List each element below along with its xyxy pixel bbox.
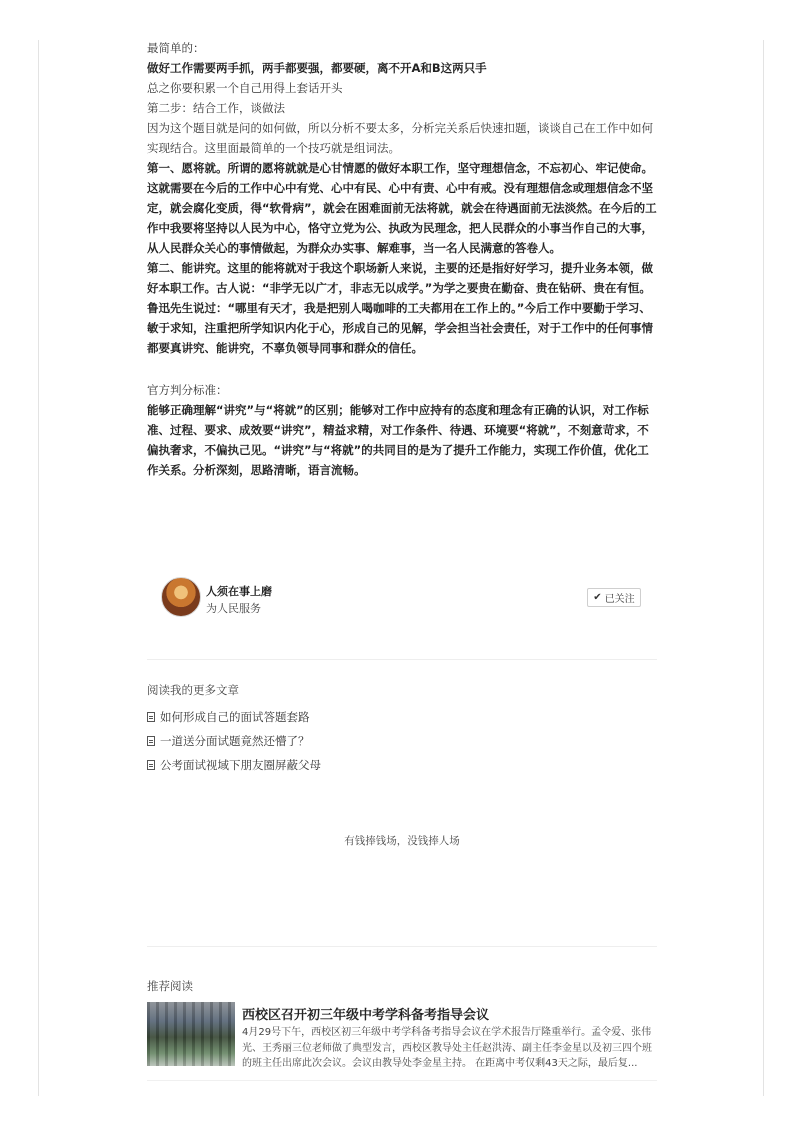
- more-article-title: 如何形成自己的面试答题套路: [160, 710, 310, 724]
- follow-button-label: 已关注: [604, 594, 635, 605]
- article-paragraph-bold: 第二、能讲究。这里的能将就对于我这个职场新人来说，主要的还是指好好学习，提升业务本领，做好本职工作。古人说：“非学无以广才，非志无以成学。”为学之要贵在勤奋、贵在钻研、贵在有恒。鲁迅先生说过：“哪里有天才，我是把别人喝咖啡的工夫都用在工作上的。”今后工作中要勤于学习、敏于求知，注重把所学知识内化于心，形成自己的见解，学会担当社会责任，对于工作中的任何事情都要真讲究、能讲究，不辜负领导同事和群众的信任。: [147, 261, 653, 355]
- more-articles-list: [147, 705, 321, 777]
- page-border-right: [763, 40, 764, 1096]
- author-avatar[interactable]: [161, 577, 201, 617]
- article-paragraph: 总之你要积累一个自己用得上套话开头: [147, 81, 343, 95]
- more-article-title: 一道送分面试题竟然还懵了？: [160, 734, 310, 748]
- article-body: [147, 38, 657, 480]
- author-card: [161, 576, 657, 618]
- document-icon: [147, 736, 155, 746]
- reward-slogan: 有钱捧钱场，没钱捧人场: [344, 835, 460, 847]
- more-article-title: 公考面试视域下朋友圈屏蔽父母: [160, 758, 321, 772]
- checkmark-icon: ✔: [593, 592, 602, 603]
- recommended-item-summary: 4月29号下午，西校区初三年级中考学科备考指导会议在学术报告厅隆重举行。孟令爱、张伟光、王秀丽三位老师做了典型发言，西校区教导处主任赵洪涛、副主任李金星以及初三四个班的班主任出席此次会议。会议由教导处李金星主持。 在距离中考仅剩43天之际，最后复...: [242, 1027, 652, 1069]
- divider: [147, 659, 657, 660]
- document-icon: [147, 712, 155, 722]
- page-border-left: [38, 40, 39, 1096]
- scoring-standard-text: 能够正确理解“讲究”与“将就”的区别；能够对工作中应持有的态度和理念有正确的认识，对工作标准、过程、要求、成效要“讲究”，精益求精，对工作条件、待遇、环境要“将就”，不刻意苛求，不偏执奢求，不偏执己见。“讲究”与“将就”的共同目的是为了提升工作能力，实现工作价值，优化工作关系。分析深刻，思路清晰，语言流畅。: [147, 403, 649, 477]
- recommended-thumbnail[interactable]: [147, 1002, 235, 1066]
- divider: [147, 946, 657, 947]
- article-paragraph: 最简单的：: [147, 41, 205, 55]
- author-description: 为人民服务: [206, 602, 261, 615]
- more-articles-title: 阅读我的更多文章: [147, 683, 239, 697]
- more-article-link[interactable]: [147, 705, 321, 729]
- article-paragraph-bold: 第一、愿将就。所谓的愿将就就是心甘情愿的做好本职工作，坚守理想信念，不忘初心、牢记使命。这就需要在今后的工作中心中有党、心中有民、心中有责、心中有戒。没有理想信念或理想信念不坚定，就会腐化变质，得“软骨病”，就会在困难面前无法将就，就会在待遇面前无法淡然。在今后的工作中我要将坚持以人民为中心，恪守立党为公、执政为民理念，把人民群众的小事当作自己的大事，从人民群众关心的事情做起，为群众办实事、解难事，当一名人民满意的答卷人。: [147, 161, 657, 255]
- recommended-item-title[interactable]: 西校区召开初三年级中考学科备考指导会议: [242, 1008, 490, 1023]
- recommended-item[interactable]: [147, 1002, 657, 1072]
- article-paragraph: 第二步：结合工作，谈做法: [147, 101, 285, 115]
- article-paragraph: 因为这个题目就是问的如何做，所以分析不要太多，分析完关系后快速扣题，谈谈自己在工作中如何实现结合。这里面最简单的一个技巧就是组词法。: [147, 121, 653, 155]
- follow-button[interactable]: [587, 588, 641, 607]
- more-article-link[interactable]: [147, 753, 321, 777]
- recommended-title: 推荐阅读: [147, 979, 193, 993]
- divider: [147, 1080, 657, 1081]
- document-icon: [147, 760, 155, 770]
- article-paragraph-bold: 做好工作需要两手抓，两手都要强，都要硬，离不开A和B这两只手: [147, 61, 487, 75]
- more-article-link[interactable]: [147, 729, 321, 753]
- scoring-standard-label: 官方判分标准：: [147, 383, 228, 397]
- author-name[interactable]: 人须在事上磨: [206, 585, 272, 598]
